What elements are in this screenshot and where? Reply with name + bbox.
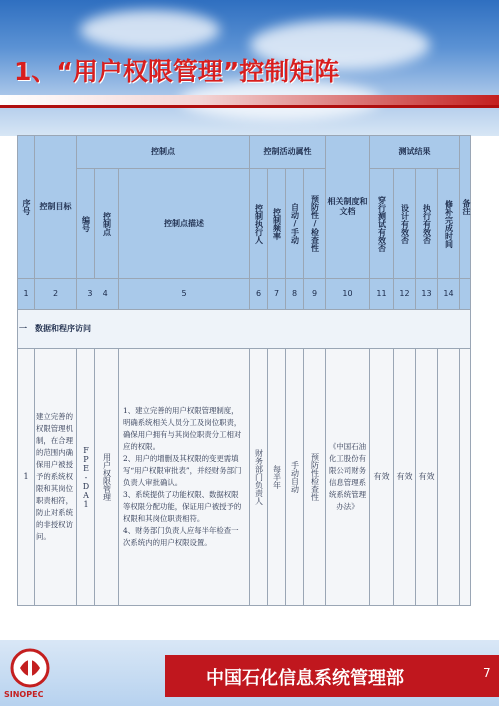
title-underline <box>0 95 499 105</box>
header-executor: 控制执行人 <box>250 169 268 279</box>
cell-point: 用户权限管理 <box>95 349 119 606</box>
header-row-1 <box>18 136 471 169</box>
table-row <box>18 349 471 606</box>
cloud-decoration <box>80 10 220 50</box>
desc-item: 2、用户的增删及其权限的变更需填写“用户权限审批表”，并经财务部门负责人审批确认。 <box>123 454 242 487</box>
col-number: 6 <box>250 279 268 310</box>
cell-executor: 财务部门负责人 <box>250 349 268 606</box>
col-number: 4 <box>102 289 108 298</box>
cell-goal: 建立完善的权限管理机制，在合理的范围内确保用户被授予的系统权限和其岗位职责相符，防止对系统的非授权访问。 <box>35 349 77 606</box>
section-label: 一 数据和程序访问 <box>18 310 471 349</box>
header-auto-manual: 自动/手动 <box>286 169 304 279</box>
control-matrix-table-wrap <box>17 135 470 606</box>
cell-fix <box>438 349 460 606</box>
header-row-2 <box>18 169 471 279</box>
header-design: 设计有效否 <box>394 169 416 279</box>
page-number: 7 <box>483 666 491 680</box>
col-number: 1 <box>18 279 35 310</box>
header-fix: 修补完成时间 <box>438 169 460 279</box>
header-frequency: 控制频率 <box>268 169 286 279</box>
col-number: 12 <box>394 279 416 310</box>
col-number: 10 <box>326 279 370 310</box>
header-note: 备注 <box>460 136 471 279</box>
header-group-test: 测试结果 <box>370 136 460 169</box>
cell-docs: 《中国石油化工股份有限公司财务信息管理系统系统管理办法》 <box>326 349 370 606</box>
col-number: 3 <box>87 289 93 298</box>
header-point: 控制点 <box>95 169 119 279</box>
header-group-attributes: 控制活动属性 <box>250 136 326 169</box>
cell-auto-manual: 手动自动 <box>286 349 304 606</box>
cell-desc <box>119 349 250 606</box>
header-code: 编号 <box>77 169 95 279</box>
header-goal: 控制目标 <box>35 136 77 279</box>
col-number: 11 <box>370 279 394 310</box>
slide-title: 1、“用户权限管理”控制矩阵 <box>14 57 340 86</box>
footer-title: 中国石化信息系统管理部 <box>206 668 404 689</box>
col-number <box>77 279 119 310</box>
desc-item: 1、建立完善的用户权限管理制度，明确系统相关人员分工及岗位职责，确保用户拥有与其岗位职责分工相对应的权限。 <box>123 406 242 451</box>
header-walkthrough: 穿行测试有效否 <box>370 169 394 279</box>
header-desc: 控制点描述 <box>119 169 250 279</box>
header-docs: 相关制度和文档 <box>326 136 370 279</box>
cell-frequency: 每半年 <box>268 349 286 606</box>
cell-preventive: 预防性检查性 <box>304 349 326 606</box>
cell-design: 有效 <box>394 349 416 606</box>
col-number <box>460 279 471 310</box>
col-number: 2 <box>35 279 77 310</box>
header-group-control-point: 控制点 <box>77 136 250 169</box>
col-number: 14 <box>438 279 460 310</box>
desc-item: 3、系统提供了功能权限、数据权限等权限分配功能，保证用户被授予的权限和其岗位职责相符。 <box>123 490 242 523</box>
control-matrix-table <box>17 135 471 606</box>
col-number: 8 <box>286 279 304 310</box>
cell-execution: 有效 <box>416 349 438 606</box>
title-underline-dark <box>0 105 499 108</box>
col-number: 9 <box>304 279 326 310</box>
header-execution: 执行有效否 <box>416 169 438 279</box>
col-number: 7 <box>268 279 286 310</box>
desc-item: 4、财务部门负责人应每半年检查一次系统内的用户权限设置。 <box>123 526 239 547</box>
cell-seq: 1 <box>18 349 35 606</box>
column-number-row <box>18 279 471 310</box>
col-number: 13 <box>416 279 438 310</box>
col-number: 5 <box>119 279 250 310</box>
header-seq: 序号 <box>18 136 35 279</box>
cell-note <box>460 349 471 606</box>
logo-name: SINOPEC <box>4 690 44 699</box>
cell-code: FPE-DA1 <box>77 349 95 606</box>
section-row <box>18 310 471 349</box>
header-preventive: 预防性/检查性 <box>304 169 326 279</box>
cell-walkthrough: 有效 <box>370 349 394 606</box>
